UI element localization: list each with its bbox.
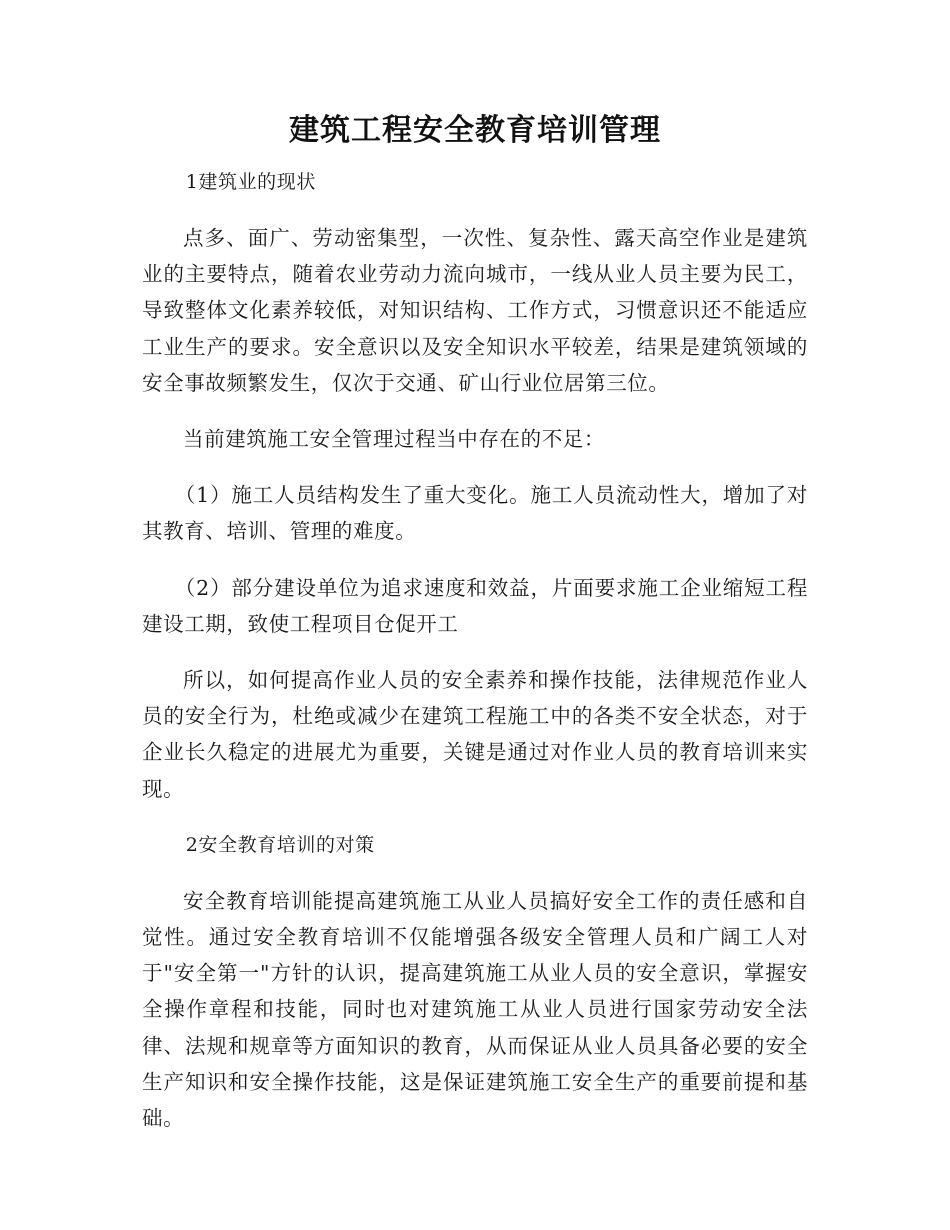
- list-item-2: （2）部分建设单位为追求速度和效益，片面要求施工企业缩短工程建设工期，致使工程项目仓促开工: [142, 575, 808, 636]
- section-heading-2: 2安全教育培训的对策: [185, 833, 375, 856]
- document-title: 建筑工程安全教育培训管理: [289, 113, 661, 148]
- section-heading-1: 1建筑业的现状: [185, 171, 316, 193]
- list-item-1: （1）施工人员结构发生了重大变化。施工人员流动性大，增加了对其教育、培训、管理的难度。: [142, 483, 808, 544]
- paragraph-industry-status: 点多、面广、劳动密集型，一次性、复杂性、露天高空作业是建筑业的主要特点，随着农业劳动力流向城市，一线从业人员主要为民工，导致整体文化素养较低，对知识结构、工作方式，习惯意识还不能适应工业生产的要求。安全意识以及安全知识水平较差，结果是建筑领域的安全事故频繁发生，仅次于交通、矿山行业位居第三位。: [142, 226, 808, 395]
- paragraph-conclusion: 所以，如何提高作业人员的安全素养和操作技能，法律规范作业人员的安全行为，杜绝或减少在建筑工程施工中的各类不安全状态，对于企业长久稳定的进展尤为重要，关键是通过对作业人员的教育培训来实现。: [142, 668, 808, 801]
- document-body: [142, 164, 808, 1156]
- paragraph-training-measures: 安全教育培训能提高建筑施工从业人员搞好安全工作的责任感和自觉性。通过安全教育培训不仅能增强各级安全管理人员和广阔工人对于"安全第一"方针的认识，提高建筑施工从业人员的安全意识，掌握安全操作章程和技能，同时也对建筑施工从业人员进行国家劳动安全法律、法规和规章等方面知识的教育，从而保证从业人员具备必要的安全生产知识和安全操作技能，这是保证建筑施工安全生产的重要前提和基础。: [142, 888, 808, 1131]
- paragraph-shortcomings-intro: 当前建筑施工安全管理过程当中存在的不足：: [183, 427, 605, 452]
